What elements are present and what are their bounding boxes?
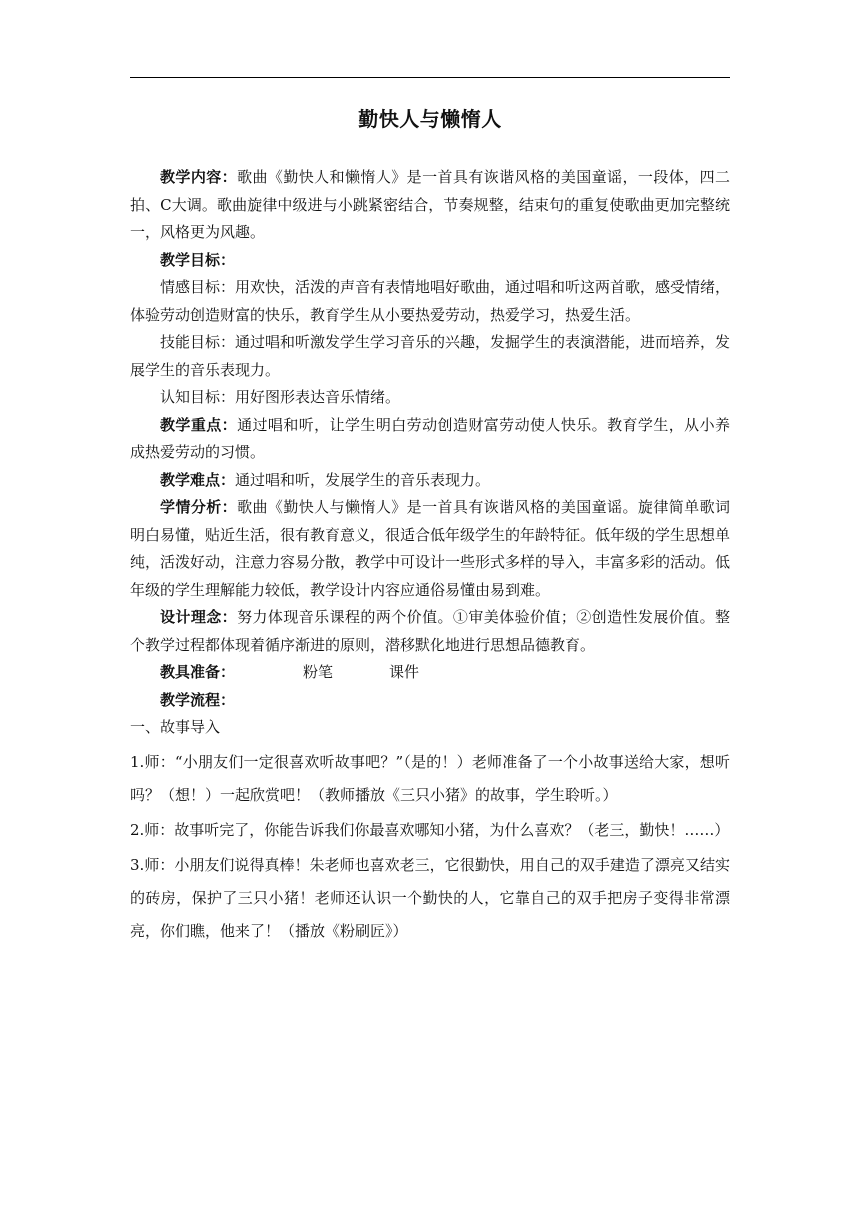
difficulties-label: 教学难点： bbox=[160, 470, 236, 489]
document-body bbox=[130, 164, 730, 948]
analysis-label: 学情分析： bbox=[160, 498, 238, 516]
difficulties-text: 通过唱和听，发展学生的音乐表现力。 bbox=[235, 470, 491, 489]
key-points-paragraph bbox=[130, 412, 730, 467]
teaching-flow-label: 教学流程： bbox=[160, 690, 236, 709]
header-rule bbox=[130, 77, 730, 78]
teaching-goals-label: 教学目标： bbox=[160, 250, 236, 269]
design-concept-label: 设计理念： bbox=[160, 608, 238, 626]
teaching-tools-paragraph bbox=[130, 659, 730, 687]
teaching-content-label: 教学内容： bbox=[160, 168, 238, 186]
tool-item-courseware: 课件 bbox=[389, 663, 420, 681]
document-title: 勤快人与懒惰人 bbox=[358, 107, 502, 131]
flow-step-1: 1.师：“小朋友们一定很喜欢听故事吧？”（是的！）老师准备了一个小故事送给大家，想听吗？（想！）一起欣赏吧！（教师播放《三只小猪》的故事，学生聆听。） bbox=[130, 752, 730, 804]
teaching-flow-heading bbox=[130, 687, 730, 715]
cognition-goal-paragraph: 认知目标：用好图形表达音乐情绪。 bbox=[160, 388, 401, 406]
flow-step-3: 3.师：小朋友们说得真棒！朱老师也喜欢老三，它很勤快，用自己的双手建造了漂亮又结实的砖房，保护了三只小猪！老师还认识一个勤快的人，它靠自己的双手把房子变得非常漂亮，你们瞧，他来了！（播放《粉刷匠》） bbox=[130, 855, 730, 940]
key-points-text: 通过唱和听，让学生明白劳动创造财富劳动使人快乐。教育学生，从小养成热爱劳动的习惯。 bbox=[130, 415, 730, 461]
section-heading-story-intro: 一、故事导入 bbox=[130, 718, 221, 736]
design-concept-paragraph bbox=[130, 604, 730, 659]
key-points-label: 教学重点： bbox=[160, 415, 238, 434]
emotion-goal-paragraph: 情感目标：用欢快，活泼的声音有表情地唱好歌曲，通过唱和听这两首歌，感受情绪，体验劳动创造财富的快乐，教育学生从小要热爱劳动，热爱学习，热爱生活。 bbox=[130, 278, 731, 324]
teaching-content-paragraph bbox=[130, 164, 730, 247]
flow-steps bbox=[130, 746, 730, 948]
flow-step-2: 2.师：故事听完了，你能告诉我们你最喜欢哪知小猪，为什么喜欢？（老三，勤快！……） bbox=[130, 820, 730, 839]
design-concept-text: 努力体现音乐课程的两个价值。①审美体验价值；②创造性发展价值。整个教学过程都体现着循序渐进的原则，潜移默化地进行思想品德教育。 bbox=[130, 608, 730, 654]
analysis-paragraph bbox=[130, 494, 730, 604]
difficulties-paragraph bbox=[130, 467, 730, 495]
analysis-text: 歌曲《勤快人与懒惰人》是一首具有诙谐风格的美国童谣。旋律简单歌词明白易懂，贴近生活，很有教育意义，很适合低年级学生的年龄特征。低年级的学生思想单纯，活泼好动，注意力容易分散，教学中可设计一些形式多样的导入，丰富多彩的活动。低年级的学生理解能力较低，教学设计内容应通俗易懂由易到难。 bbox=[130, 498, 731, 599]
tool-item-chalk: 粉笔 bbox=[303, 663, 334, 681]
teaching-tools-label: 教具准备： bbox=[160, 663, 236, 681]
teaching-goals-heading bbox=[130, 247, 730, 275]
teaching-content-text: 歌曲《勤快人和懒惰人》是一首具有诙谐风格的美国童谣，一段体，四二拍、C大调。歌曲旋律中级进与小跳紧密结合，节奏规整，结束句的重复使歌曲更加完整统一，风格更为风趣。 bbox=[130, 168, 730, 241]
skill-goal-paragraph: 技能目标：通过唱和听激发学生学习音乐的兴趣，发掘学生的表演潜能，进而培养，发展学生的音乐表现力。 bbox=[130, 333, 731, 379]
